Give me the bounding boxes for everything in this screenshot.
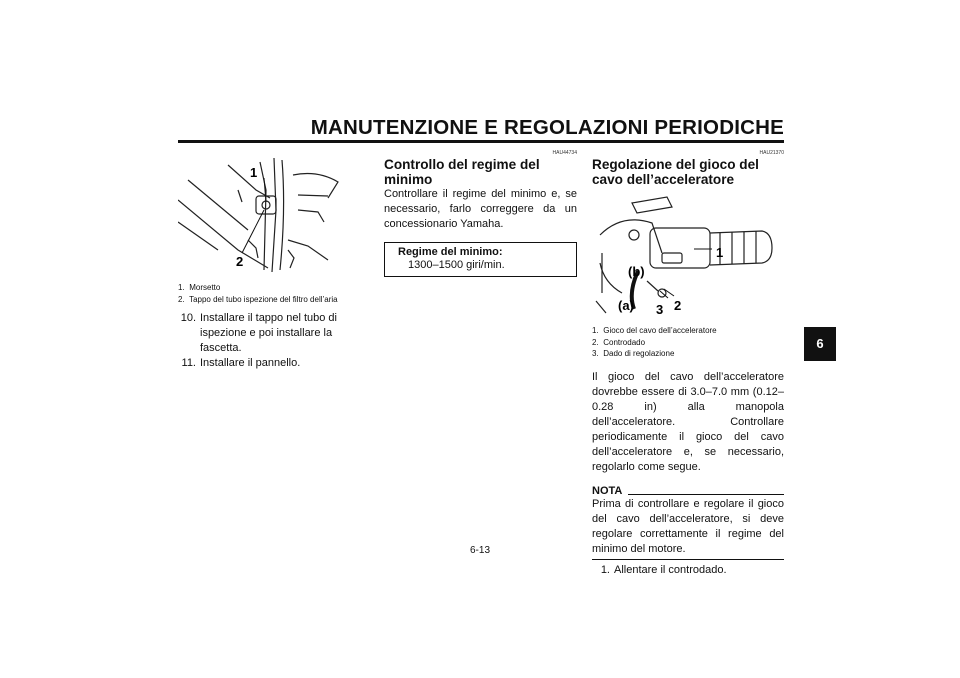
step-list [592,563,784,578]
figure-callout: (a) [618,298,634,313]
figure-callout: 2 [236,254,244,269]
note-text: Prima di controllare e regolare il gioco del cavo dell’acceleratore, si deve regolare correttamente il regime del minimo del motore. [592,497,784,555]
section-code: HAU44734 [552,150,577,156]
figure-callout: 1 [716,245,724,260]
spec-label: Regime del minimo: [398,246,503,258]
section-title: Controllo del regime del minimo [384,157,540,187]
page-number: 6-13 [469,545,490,556]
air-filter-illustration [178,150,368,280]
caption-item: 1. Gioco del cavo dell’acceleratore [592,326,717,335]
figure-captions [178,282,368,305]
note-end-rule [592,559,784,560]
column-middle [384,150,577,277]
note-header [592,485,784,497]
caption-item: 2. Tappo del tubo ispezione del filtro dell’aria [178,294,338,304]
caption-item: 1. Morsetto [178,283,221,292]
figure-callout: 2 [674,298,682,313]
spec-box [384,242,577,277]
step-item: 1. Allentare il controdado. [600,563,727,576]
caption-item: 2. Controdado [592,337,646,347]
section-title: Regolazione del gioco del cavo dell’acceleratore [592,157,759,187]
caption-item: 3. Dado di regolazione [592,349,675,358]
note-rule [628,494,784,495]
column-right [592,150,784,578]
section-body: Controllare il regime del minimo e, se necessario, farlo correggere da un concessionario Yamaha. [384,188,577,230]
throttle-grip-illustration [592,193,784,323]
figure-captions [592,325,784,360]
figure-callout: 1 [250,165,258,180]
step-item: 10. Installare il tappo nel tubo di ispezione e poi installare la fascetta. [180,312,337,354]
chapter-tab: 6 [804,327,836,361]
spec-value: 1300–1500 giri/min. [408,259,505,271]
header-rule [178,140,784,143]
section-code: HAU21370 [759,150,784,156]
column-left [178,150,368,371]
figure-callout: 3 [656,302,664,317]
section-body: Il gioco del cavo dell’acceleratore dovrebbe essere di 3.0–7.0 mm (0.12–0.28 in) alla manopola dell’acceleratore. Controllare periodicamente il gioco del cavo dell’acceleratore e, se necessario, regolarlo come segue. [592,370,784,473]
page-header-title: MANUTENZIONE E REGOLAZIONI PERIODICHE [310,116,784,139]
note-label: NOTA [592,484,623,497]
step-list [178,311,368,371]
step-item: 11. Installare il pannello. [181,357,301,369]
figure-callout: (b) [628,264,645,279]
